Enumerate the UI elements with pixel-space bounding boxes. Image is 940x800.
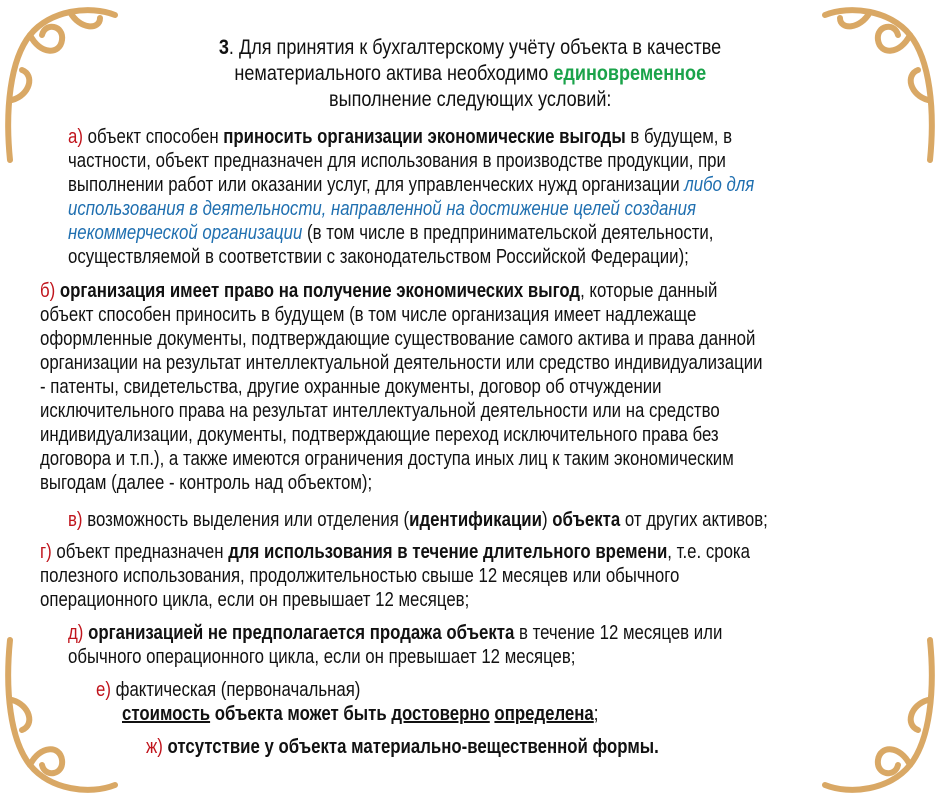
text-run: нематериального актива необходимо bbox=[234, 62, 554, 85]
condition-b-line bbox=[40, 303, 696, 327]
text-run: оформленные документы, подтверждающие существование самого актива и права данной bbox=[40, 328, 756, 350]
text-run: в течение 12 месяцев или bbox=[514, 622, 723, 644]
condition-g-line bbox=[40, 564, 679, 588]
condition-marker: г) bbox=[40, 541, 52, 563]
text-run: либо для bbox=[684, 174, 755, 196]
text-run: объект способен bbox=[87, 126, 224, 148]
condition-d-line bbox=[68, 621, 722, 645]
condition-a-line bbox=[68, 173, 754, 197]
text-run: выполнение следующих условий: bbox=[328, 88, 612, 111]
text-run: исключительного права на результат интеллектуальной деятельности или на средство bbox=[40, 400, 720, 422]
text-run: ; bbox=[593, 703, 599, 725]
text-run: идентификации bbox=[409, 509, 542, 531]
condition-marker: а) bbox=[68, 126, 83, 148]
text-run: фактическая (первоначальная) bbox=[115, 679, 361, 701]
text-run: объекта может быть bbox=[210, 703, 392, 725]
condition-a-line bbox=[68, 197, 696, 221]
text-run: осуществляемой в соответствии с законодательством Российской Федерации); bbox=[68, 246, 689, 268]
text-run: обычного операционного цикла, если он превышает 12 месяцев; bbox=[68, 646, 576, 668]
condition-g-line bbox=[40, 540, 750, 564]
condition-b-line bbox=[40, 375, 662, 399]
condition-b-line bbox=[40, 423, 719, 447]
text-run: (в том числе в предпринимательской деятельности, bbox=[302, 222, 714, 244]
text-run: использования в деятельности, направленной на достижение целей создания bbox=[68, 198, 696, 220]
condition-a-line bbox=[68, 245, 689, 269]
text-run: . Для принятия к бухгалтерскому учёту объекта в качестве bbox=[228, 36, 722, 59]
condition-b-line bbox=[40, 399, 720, 423]
text-run: договора и т.п.), а также имеются ограничения доступа иных лиц к таким экономическим bbox=[40, 448, 734, 470]
condition-b-line bbox=[40, 471, 372, 495]
text-run: определена bbox=[494, 703, 594, 725]
text-run: , т.е. срока bbox=[667, 541, 750, 563]
text-run: выгодам (далее - контроль над объектом); bbox=[40, 472, 373, 494]
condition-a-line bbox=[68, 149, 726, 173]
text-run: организации на результат интеллектуальной деятельности или средство индивидуализации bbox=[40, 352, 763, 374]
text-run: возможность выделения или отделения ( bbox=[87, 509, 410, 531]
condition-marker: ж) bbox=[146, 736, 163, 758]
condition-b-line bbox=[40, 279, 717, 303]
slide-title-line bbox=[0, 35, 940, 61]
condition-marker: д) bbox=[68, 622, 84, 644]
text-run: стоимость bbox=[122, 703, 211, 725]
text-run: частности, объект предназначен для использования в производстве продукции, при bbox=[68, 150, 726, 172]
condition-a-line bbox=[68, 221, 713, 245]
slide-title-line bbox=[0, 61, 940, 87]
text-run: отсутствие у объекта материально-вещественной формы. bbox=[167, 736, 659, 758]
condition-marker: е) bbox=[96, 679, 111, 701]
text-run: индивидуализации, документы, подтверждающие переход исключительного права без bbox=[40, 424, 719, 446]
condition-marker: в) bbox=[68, 509, 83, 531]
text-run: для использования в течение длительного времени bbox=[228, 541, 668, 563]
text-run: полезного использования, продолжительностью свыше 12 месяцев или обычного bbox=[40, 565, 680, 587]
text-run: операционного цикла, если он превышает 12 месяцев; bbox=[40, 589, 470, 611]
text-run: организация имеет право на получение экономических выгод bbox=[59, 280, 581, 302]
text-run: от других активов; bbox=[620, 509, 768, 531]
ornament-corner-bottom-right bbox=[820, 630, 940, 800]
text-run: организацией не предполагается продажа объекта bbox=[88, 622, 515, 644]
condition-marker: б) bbox=[40, 280, 56, 302]
condition-e-line bbox=[96, 678, 360, 702]
slide-title-line bbox=[0, 87, 940, 113]
text-run: достоверно bbox=[391, 703, 490, 725]
text-run: объект предназначен bbox=[56, 541, 229, 563]
text-run: приносить организации экономические выгоды bbox=[223, 126, 626, 148]
condition-b-line bbox=[40, 327, 755, 351]
condition-b-line bbox=[40, 447, 734, 471]
text-run: единовременное bbox=[553, 62, 706, 85]
text-run: некоммерческой организации bbox=[68, 222, 303, 244]
text-run: 3 bbox=[218, 36, 229, 59]
text-run: в будущем, в bbox=[625, 126, 733, 148]
condition-a-line bbox=[68, 125, 732, 149]
condition-e-line bbox=[122, 702, 598, 726]
text-run: - патенты, свидетельства, другие охранные документы, договор об отчуждении bbox=[40, 376, 662, 398]
text-run: объект способен приносить в будущем (в том числе организация имеет надлежаще bbox=[40, 304, 697, 326]
condition-g-line bbox=[40, 588, 469, 612]
condition-b-line bbox=[40, 351, 763, 375]
condition-zh-line bbox=[146, 735, 659, 759]
text-run: , которые данный bbox=[580, 280, 718, 302]
condition-d-line bbox=[68, 645, 575, 669]
condition-v-line bbox=[68, 508, 768, 532]
text-run: ) bbox=[541, 509, 553, 531]
text-run: объекта bbox=[552, 509, 621, 531]
text-run: выполнении работ или оказании услуг, для управленческих нужд организации bbox=[68, 174, 685, 196]
